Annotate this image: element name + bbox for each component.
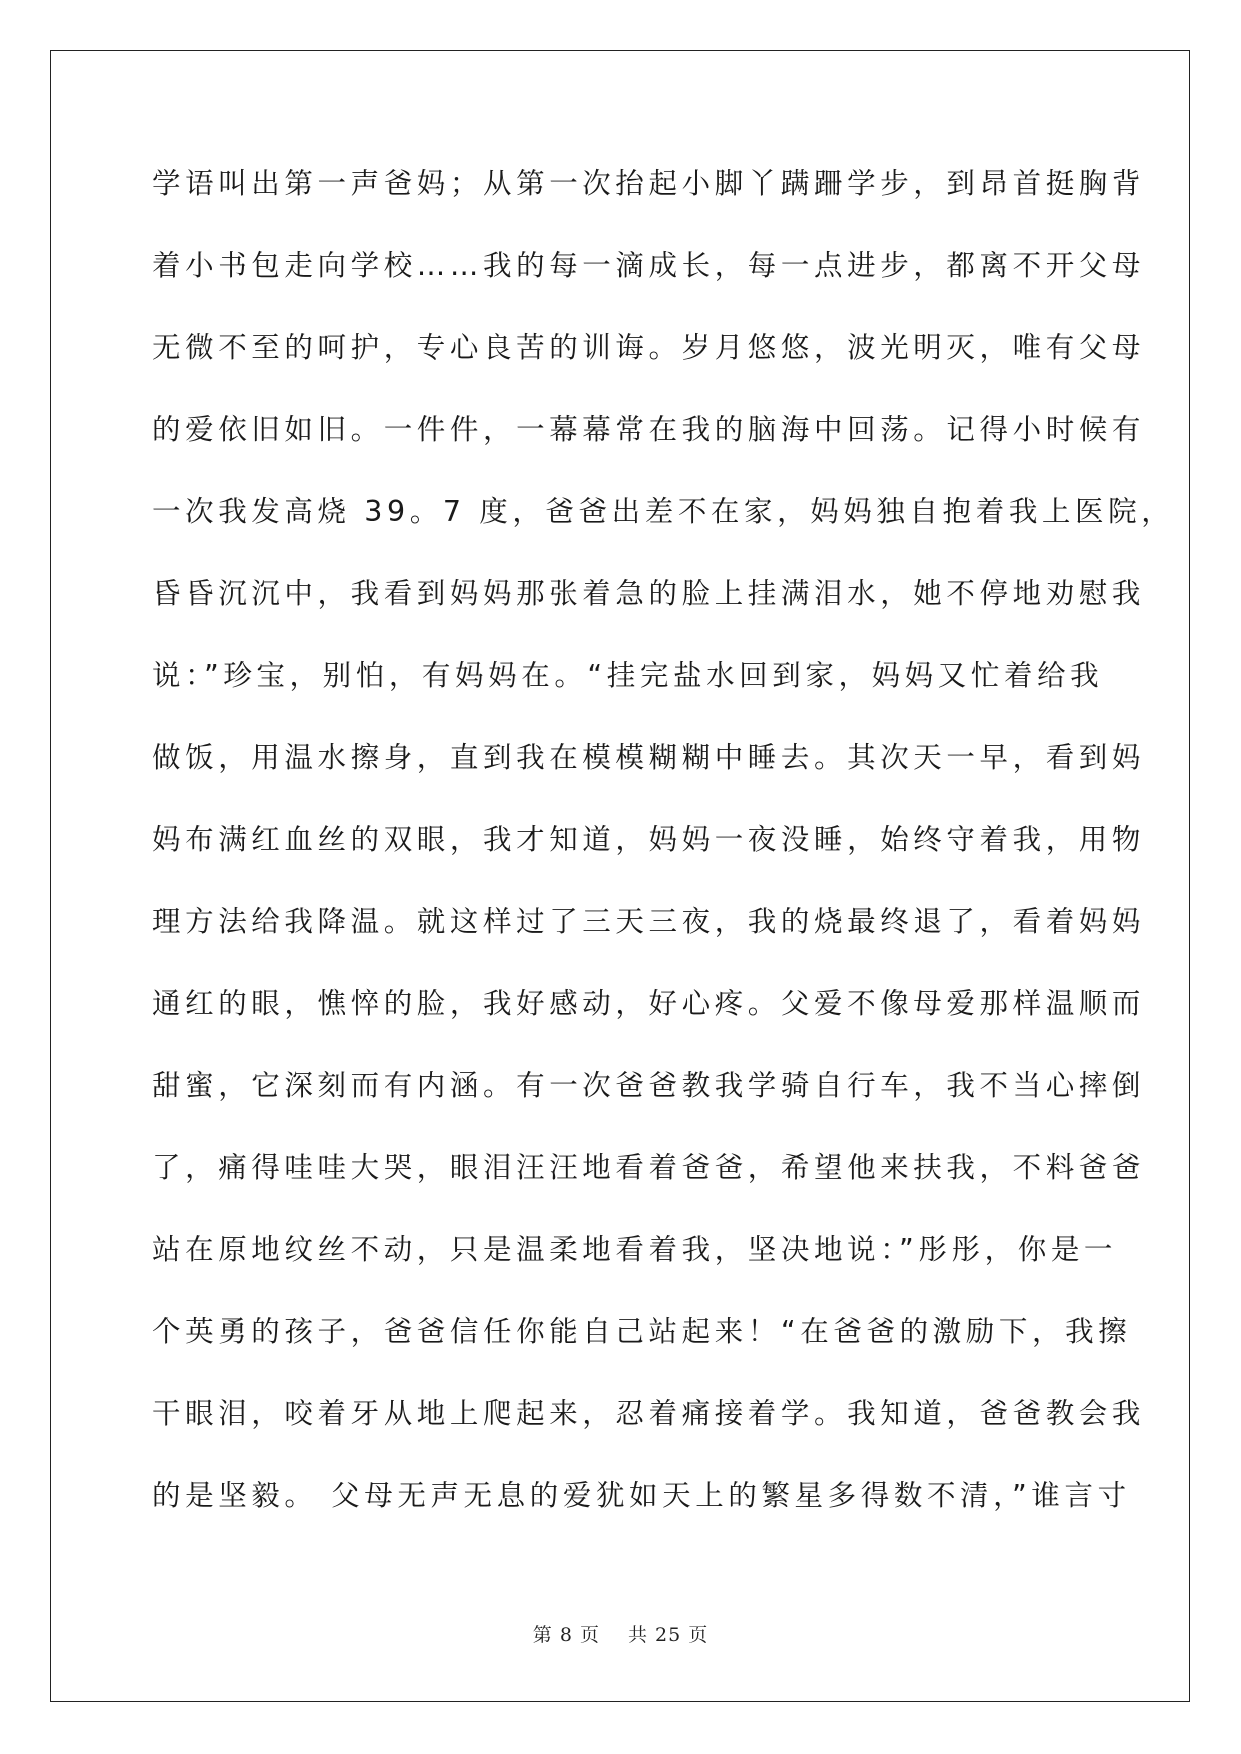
text-line: 昏昏沉沉中，我看到妈妈那张着急的脸上挂满泪水，她不停地劝慰我 xyxy=(152,577,1146,610)
text-line: 站在原地纹丝不动，只是温柔地看着我，坚决地说：”彤彤，你是一 xyxy=(152,1233,1118,1266)
page-number: 第 8 页 xyxy=(532,1624,600,1646)
text-line: 无微不至的呵护，专心良苦的训诲。岁月悠悠，波光明灭，唯有父母 xyxy=(152,331,1146,364)
total-pages: 共 25 页 xyxy=(627,1624,709,1646)
text-line: 甜蜜，它深刻而有内涵。有一次爸爸教我学骑自行车，我不当心摔倒 xyxy=(152,1069,1146,1102)
text-line: 做饭，用温水擦身，直到我在模模糊糊中睡去。其次天一早，看到妈 xyxy=(152,741,1146,774)
page-footer xyxy=(0,1620,1241,1647)
document-body xyxy=(152,158,1175,1552)
text-line: 通红的眼，憔悴的脸，我好感动，好心疼。父爱不像母爱那样温顺而 xyxy=(152,987,1146,1020)
text-line: 妈布满红血丝的双眼，我才知道，妈妈一夜没睡，始终守着我，用物 xyxy=(152,823,1146,856)
text-line: 的是坚毅。 父母无声无息的爱犹如天上的繁星多得数不清，”谁言寸 xyxy=(152,1479,1131,1512)
text-line: 着小书包走向学校……我的每一滴成长，每一点进步，都离不开父母 xyxy=(152,249,1146,282)
text-line: 学语叫出第一声爸妈；从第一次抬起小脚丫蹒跚学步，到昂首挺胸背 xyxy=(152,167,1146,200)
text-line: 个英勇的孩子，爸爸信任你能自己站起来！“在爸爸的激励下，我擦 xyxy=(152,1315,1132,1348)
text-line: 一次我发高烧 39。7 度，爸爸出差不在家，妈妈独自抱着我上医院， xyxy=(152,495,1175,528)
text-line: 了，痛得哇哇大哭，眼泪汪汪地看着爸爸，希望他来扶我，不料爸爸 xyxy=(152,1151,1146,1184)
text-line: 的爱依旧如旧。一件件，一幕幕常在我的脑海中回荡。记得小时候有 xyxy=(152,413,1146,446)
text-line: 理方法给我降温。就这样过了三天三夜，我的烧最终退了，看着妈妈 xyxy=(152,905,1146,938)
text-line: 干眼泪，咬着牙从地上爬起来，忍着痛接着学。我知道，爸爸教会我 xyxy=(152,1397,1146,1430)
text-line: 说：”珍宝，别怕，有妈妈在。“挂完盐水回到家，妈妈又忙着给我 xyxy=(152,659,1104,692)
